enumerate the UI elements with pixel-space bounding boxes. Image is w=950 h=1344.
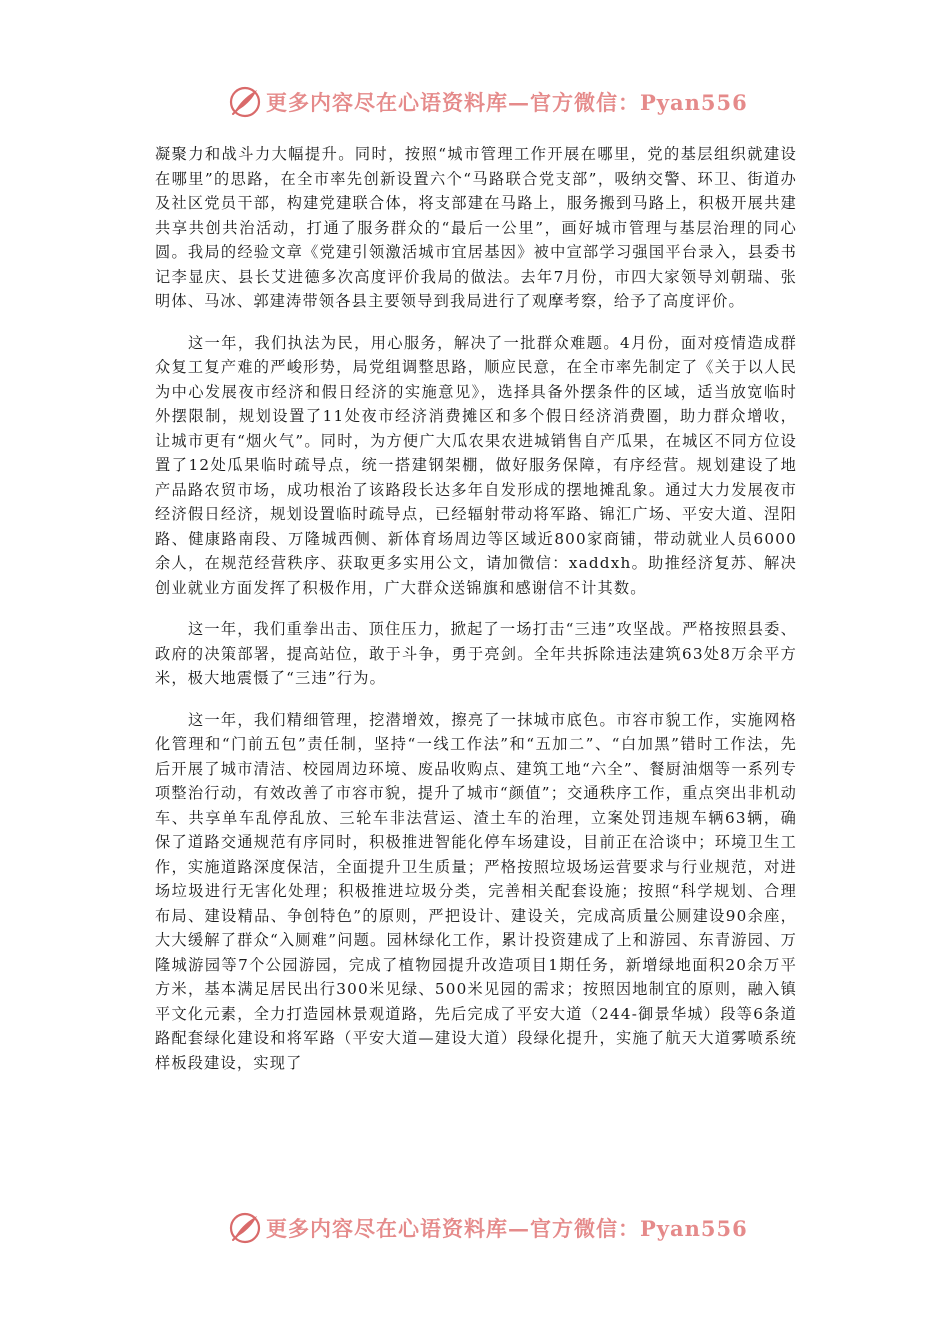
paragraph-2: 这一年，我们执法为民，用心服务，解决了一批群众难题。4月份，面对疫情造成群众复工复产难的严峻形势，局党组调整思路，顺应民意，在全市率先制定了《关于以人民为中心发展夜市经济和假日经济的实施意见》，选择具备外摆条件的区域，适当放宽临时外摆限制，规划设置了11处夜市经济消费摊区和多个假日经济消费圈，助力群众增收，让城市更有“烟火气”。同时，为方便广大瓜农果农进城销售自产瓜果，在城区不同方位设置了12处瓜果临时疏导点，统一搭建钢架棚，做好服务保障，有序经营。规划建设了地产品路农贸市场，成功根治了该路段长达多年自发形成的摆地摊乱象。通过大力发展夜市经济假日经济，规划设置临时疏导点，已经辐射带动将军路、锦汇广场、平安大道、涅阳路、健康路南段、万隆城西侧、新体育场周边等区域近800家商铺，带动就业人员6000余人，在规范经营秩序、获取更多实用公文，请加微信：xaddxh。助推经济复苏、解决创业就业方面发挥了积极作用，广大群众送锦旗和感谢信不计其数。 (155, 333, 797, 597)
document-body (155, 142, 797, 1092)
quill-logo-icon (228, 85, 262, 119)
footer-banner (0, 1208, 950, 1248)
paragraph-3: 这一年，我们重拳出击、顶住压力，掀起了一场打击“三违”攻坚战。严格按照县委、政府的决策部署，提高站位，敢于斗争，勇于亮剑。全年共拆除违法建筑63处8万余平方米，极大地震慑了“三违”行为。 (155, 620, 797, 687)
quill-logo-icon (228, 1211, 262, 1245)
paragraph-1: 凝聚力和战斗力大幅提升。同时，按照“城市管理工作开展在哪里，党的基层组织就建设在哪里”的思路，在全市率先创新设置六个“马路联合党支部”，吸纳交警、环卫、街道办及社区党员干部，构建党建联合体，将支部建在马路上，服务搬到马路上，积极开展共建共享共创共治活动，打通了服务群众的“最后一公里”，画好城市管理与基层治理的同心圆。我局的经验文章《党建引领激活城市宜居基因》被中宣部学习强国平台录入，县委书记李显庆、县长艾进德多次高度评价我局的做法。去年7月份，市四大家领导刘朝瑞、张明体、马冰、郭建涛带领各县主要领导到我局进行了观摩考察，给予了高度评价。 (155, 145, 797, 310)
paragraph-4: 这一年，我们精细管理，挖潜增效，擦亮了一抹城市底色。市容市貌工作，实施网格化管理和“门前五包”责任制，坚持“一线工作法”和“五加二”、“白加黑”错时工作法，先后开展了城市清洁、校园周边环境、废品收购点、建筑工地“六全”、餐厨油烟等一系列专项整治行动，有效改善了市容市貌，提升了城市“颜值”；交通秩序工作，重点突出非机动车、共享单车乱停乱放、三轮车非法营运、渣土车的治理，立案处罚违规车辆63辆，确保了道路交通规范有序同时，积极推进智能化停车场建设，目前正在洽谈中；环境卫生工作，实施道路深度保洁，全面提升卫生质量；严格按照垃圾场运营要求与行业规范，对进场垃圾进行无害化处理；积极推进垃圾分类，完善相关配套设施；按照“科学规划、合理布局、建设精品、争创特色”的原则，严把设计、建设关，完成高质量公厕建设90余座，大大缓解了群众“入厕难”问题。园林绿化工作，累计投资建成了上和游园、东青游园、万隆城游园等7个公园游园，完成了植物园提升改造项目1期任务，新增绿地面积20余万平方米，基本满足居民出行300米见绿、500米见园的需求；按照因地制宜的原则，融入镇平文化元素，全力打造园林景观道路，先后完成了平安大道（244-御景华城）段等6条道路配套绿化建设和将军路（平安大道—建设大道）段绿化提升，实施了航天大道雾喷系统样板段建设，实现了 (155, 710, 797, 1072)
banner-text: 更多内容尽在心语资料库—官方微信：Pyan556 (266, 90, 748, 115)
banner-text: 更多内容尽在心语资料库—官方微信：Pyan556 (266, 1216, 748, 1241)
header-banner (0, 82, 950, 122)
